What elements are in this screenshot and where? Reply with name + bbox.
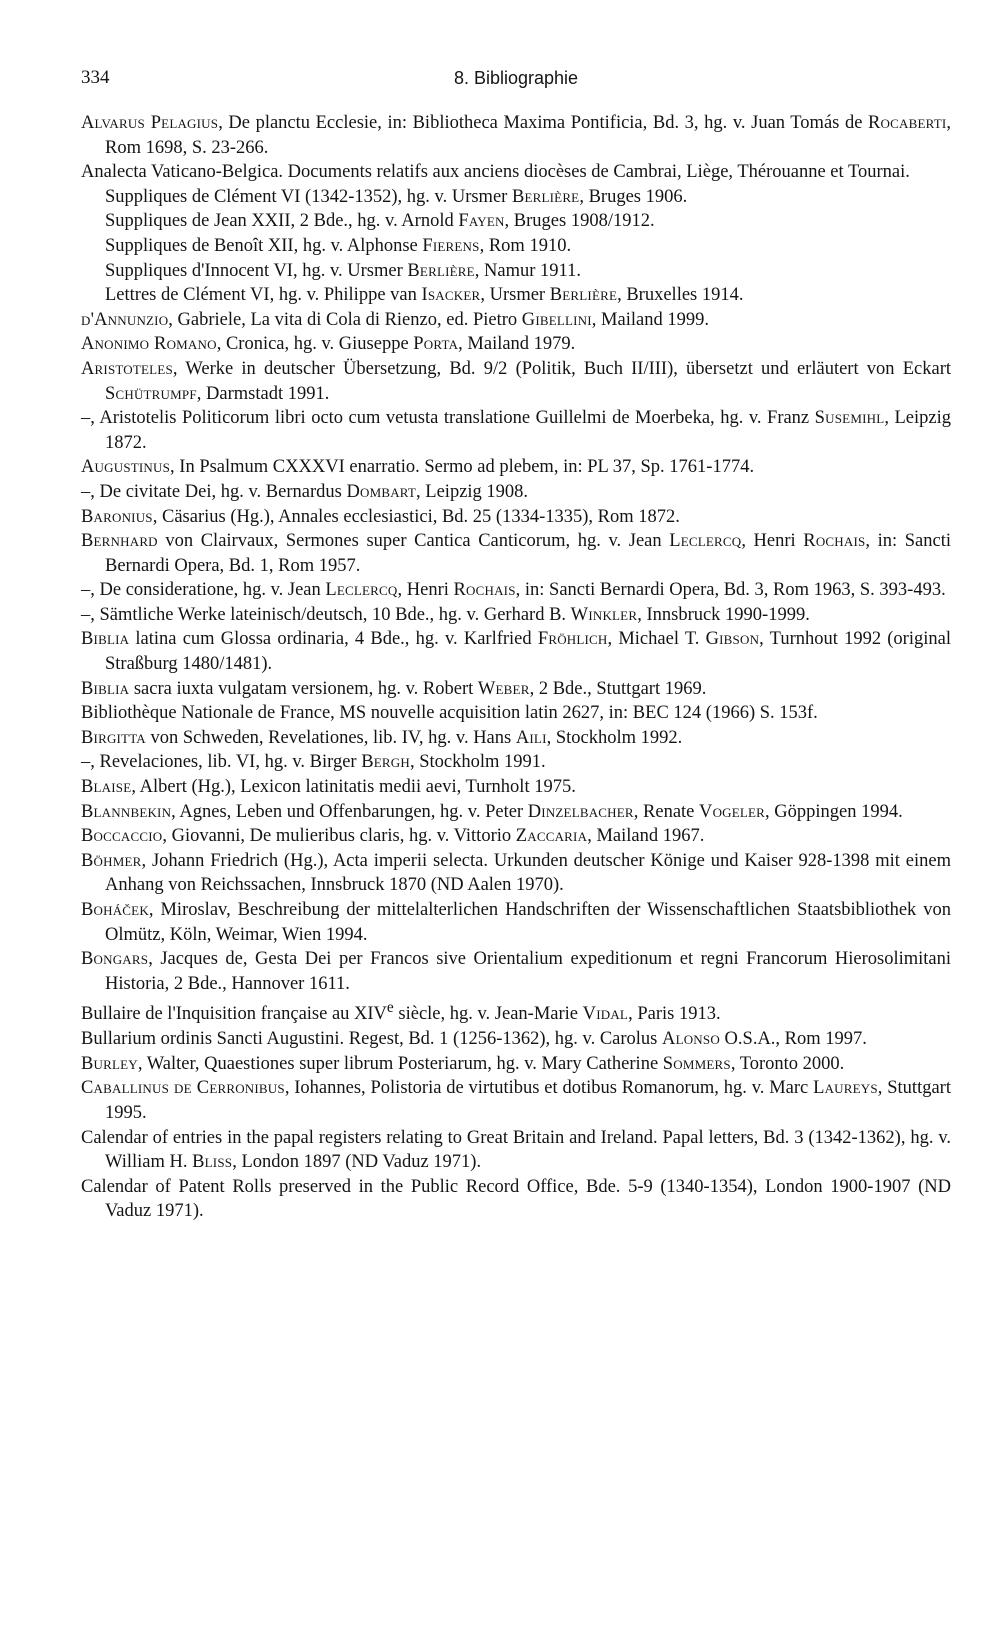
author-name: Bliss [192, 1152, 233, 1173]
author-name: Alvarus Pelagius [81, 113, 219, 133]
entry-text: , Bruges 1906. [579, 186, 688, 207]
entry-text: Suppliques de Jean XXII, 2 Bde., hg. v. Arnold [105, 211, 459, 232]
entry-text: O.S.A., Rom 1997. [719, 1029, 867, 1050]
entry-text: , Stockholm 1991. [409, 752, 546, 773]
bibliography-entry [81, 701, 951, 726]
entry-text: , Stuttgart 1995. [105, 1078, 951, 1123]
superscript: e [386, 999, 394, 1017]
bibliography-entry [81, 824, 951, 849]
entry-text: Bullaire de l'Inquisition française au XIV [81, 1004, 387, 1025]
entry-text: –, Revelaciones, lib. VI, hg. v. Birger [81, 752, 362, 773]
bibliography-entry [81, 406, 951, 455]
author-name: Zaccaria [515, 826, 588, 847]
author-name: Blannbekin [81, 801, 172, 822]
entry-text: Calendar of entries in the papal registers relating to Great Britain and Ireland. Papal letters, Bd. 3 (1342-1362), hg. v. William H. [81, 1127, 951, 1173]
author-name: Berlière [511, 186, 580, 207]
author-name: Anonimo Romano [81, 334, 217, 355]
author-name: Rocaberti [868, 113, 947, 133]
entry-text: , Bruges 1908/1912. [504, 211, 655, 232]
entry-text: , Henri [397, 580, 454, 601]
entry-text: , in: Sancti Bernardi Opera, Bd. 3, Rom 1963, S. 393-493. [515, 580, 946, 601]
author-name: Isacker [421, 285, 481, 306]
author-name: Rochais [803, 531, 866, 552]
bibliography-subentry [105, 283, 951, 308]
bibliography-subentry [105, 259, 951, 284]
bibliography-entry [81, 726, 951, 751]
bibliography-subentry [105, 209, 951, 234]
entry-text: , Innsbruck 1990-1999. [637, 604, 810, 625]
entry-text: siècle, hg. v. Jean-Marie [393, 1004, 583, 1025]
author-name: Weber [477, 678, 530, 699]
entry-text: –, De consideratione, hg. v. Jean [81, 580, 326, 601]
author-name: Susemihl [814, 408, 885, 429]
entry-text: , Mailand 1967. [587, 826, 705, 847]
bibliography-entry [81, 1027, 951, 1052]
entry-text: , Leipzig 1872. [105, 408, 951, 453]
author-name: Biblia [81, 629, 130, 650]
author-name: Sommers [662, 1053, 731, 1074]
entry-text: , Turnhout 1992 (original Straßburg 1480/1481). [105, 629, 951, 675]
author-name: Aristoteles [81, 358, 173, 379]
author-name: Fierens [422, 235, 480, 256]
bibliography-entry [81, 750, 951, 775]
entry-text: Suppliques de Clément VI (1342-1352), hg. v. Ursmer [105, 186, 512, 207]
bibliography-entry [81, 898, 951, 947]
entry-text: sacra iuxta vulgatam versionem, hg. v. Robert [129, 678, 478, 699]
bibliography-entry [81, 578, 951, 603]
author-name: Caballinus de Cerronibus [81, 1078, 285, 1099]
author-name: Alonso [662, 1029, 720, 1050]
author-name: Biblia [81, 678, 130, 699]
author-name: Blaise [81, 777, 132, 798]
bibliography-entry [81, 996, 951, 1027]
entry-text: , Jacques de, Gesta Dei per Francos sive Orientalium expeditionum et regni Francorum Hierosolimitani Historia, 2 Bde., Hannover 1611. [105, 949, 951, 994]
author-name: Boháček [81, 900, 149, 920]
bibliography-entry [81, 480, 951, 505]
entry-text: latina cum Glossa ordinaria, 4 Bde., hg. v. Karlfried [129, 629, 538, 650]
entry-text: , Walter, Quaestiones super librum Posteriarum, hg. v. Mary Catherine [137, 1053, 663, 1074]
entry-text: –, Aristotelis Politicorum libri octo cum vetusta translatione Guillelmi de Moerbeka, hg. v. Franz [81, 408, 815, 429]
author-name: Porta [413, 334, 459, 355]
bibliography-entry [81, 111, 951, 160]
entry-text: , Rom 1910. [479, 235, 572, 256]
entry-text: , Stockholm 1992. [546, 727, 683, 748]
entry-text: , Gabriele, La vita di Cola di Rienzo, ed. Pietro [168, 309, 522, 330]
entry-text: , Werke in deutscher Übersetzung, Bd. 9/2 (Politik, Buch II/III), übersetzt und erläutert von Eckart [172, 358, 951, 379]
author-name: Bongars [81, 949, 149, 970]
entry-text: , London 1897 (ND Vaduz 1971). [232, 1152, 482, 1173]
author-name: Leclercq [669, 531, 742, 552]
author-name: Baronius [81, 506, 153, 527]
entry-text: Lettres de Clément VI, hg. v. Philippe van [105, 285, 422, 306]
author-name: Aili [515, 727, 547, 748]
bibliography-entry [81, 505, 951, 530]
entry-text: , Henri [741, 531, 804, 552]
bibliography-entry [81, 603, 951, 628]
entry-text: , Darmstadt 1991. [196, 383, 330, 404]
entry-text: , Leipzig 1908. [416, 481, 529, 502]
entry-text: , Johann Friedrich (Hg.), Acta imperii selecta. Urkunden deutscher Könige und Kaiser 928-1398 mit einem Anhang von Reichssachen, Innsbruck 1870 (ND Aalen 1970). [105, 850, 951, 896]
bibliography-entry [81, 455, 951, 480]
bibliography-entry [81, 332, 951, 357]
author-name: Bernhard [81, 531, 158, 552]
bibliography-entry [81, 627, 951, 676]
entry-text: , Agnes, Leben und Offenbarungen, hg. v. Peter [171, 801, 528, 822]
entry-text: , Paris 1913. [628, 1004, 721, 1025]
entry-text: , Göppingen 1994. [765, 801, 903, 822]
entry-text: , Cäsarius (Hg.), Annales ecclesiastici, Bd. 25 (1334-1335), Rom 1872. [152, 506, 680, 527]
author-name: Augustinus [81, 457, 171, 478]
entry-text: , Toronto 2000. [730, 1053, 845, 1074]
author-name: Dinzelbacher [527, 801, 634, 822]
author-name: Birgitta [81, 727, 146, 748]
entry-text: , In Psalmum CXXXVI enarratio. Sermo ad plebem, in: PL 37, Sp. 1761-1774. [170, 457, 755, 478]
entry-text: , Miroslav, Beschreibung der mittelalterlichen Handschriften der Wissenschaftlichen Staatsbibliothek von Olmütz, Köln, Weimar, Wien 1994. [105, 900, 951, 945]
author-name: Böhmer [81, 850, 142, 871]
bibliography-entry [81, 677, 951, 702]
entry-text: Analecta Vaticano-Belgica. Documents relatifs aux anciens diocèses de Cambrai, Liège, Thérouanne et Tournai. [81, 162, 910, 183]
entry-text: von Clairvaux, Sermones super Cantica Canticorum, hg. v. Jean [157, 531, 670, 552]
bibliography-entry [81, 947, 951, 996]
bibliography-list [81, 111, 951, 1224]
entry-text: , Michael T. [607, 629, 706, 650]
author-name: Berlière [407, 260, 475, 281]
entry-text: , Bruxelles 1914. [617, 285, 744, 306]
entry-text: , Mailand 1999. [591, 309, 709, 330]
bibliography-subentry [105, 185, 951, 210]
entry-text: , Iohannes, Polistoria de virtutibus et dotibus Romanorum, hg. v. Marc [284, 1078, 814, 1099]
entry-text: –, De civitate Dei, hg. v. Bernardus [81, 481, 347, 502]
entry-text: , in: Sancti Bernardi Opera, Bd. 1, Rom 1957. [105, 531, 952, 576]
entry-text: –, Sämtliche Werke lateinisch/deutsch, 10 Bde., hg. v. Gerhard B. [81, 604, 571, 625]
running-title: 8. Bibliographie [453, 68, 579, 88]
author-name: Bergh [361, 752, 410, 773]
author-name: d'Annunzio [81, 309, 169, 330]
entry-text: Suppliques de Benoît XII, hg. v. Alphonse [105, 235, 423, 256]
bibliography-entry [81, 1175, 951, 1224]
author-name: Fröhlich [537, 629, 608, 650]
author-name: Winkler [570, 604, 638, 625]
entry-text: , De planctu Ecclesie, in: Bibliotheca Maxima Pontificia, Bd. 3, hg. v. Juan Tomás de [218, 113, 869, 133]
entry-text: von Schweden, Revelationes, lib. IV, hg. v. Hans [145, 727, 516, 748]
entry-text: , Mailand 1979. [458, 334, 576, 355]
entry-text: , Rom 1698, S. 23-266. [105, 113, 951, 158]
author-name: Leclercq [325, 580, 398, 601]
author-name: Gibellini [521, 309, 592, 330]
entry-text: , Namur 1911. [474, 260, 581, 281]
author-name: Fayen [458, 211, 505, 232]
entry-text: Suppliques d'Innocent VI, hg. v. Ursmer [105, 260, 408, 281]
entry-text: , Cronica, hg. v. Giuseppe [216, 334, 414, 355]
bibliography-entry [81, 775, 951, 800]
author-name: Rochais [453, 580, 516, 601]
author-name: Vidal [582, 1004, 629, 1025]
page-header [81, 64, 951, 92]
entry-text: , Renate [633, 801, 700, 822]
entry-text: , Albert (Hg.), Lexicon latinitatis medii aevi, Turnholt 1975. [131, 777, 576, 798]
page-number: 334 [81, 67, 110, 88]
entry-text: , Ursmer [480, 285, 550, 306]
bibliography-entry [81, 849, 951, 898]
bibliography-subentry [105, 234, 951, 259]
bibliography-entry [81, 800, 951, 825]
entry-text: , Giovanni, De mulieribus claris, hg. v. Vittorio [162, 826, 516, 847]
author-name: Dombart [346, 481, 417, 502]
bibliography-entry [81, 308, 951, 333]
author-name: Gibson [705, 629, 760, 650]
bibliography-entry [81, 1126, 951, 1175]
bibliography-entry [81, 529, 951, 578]
author-name: Boccaccio [81, 826, 163, 847]
entry-text: Bibliothèque Nationale de France, MS nouvelle acquisition latin 2627, in: BEC 124 (1966) S. 153f. [81, 703, 818, 724]
bibliography-entry [81, 1076, 951, 1125]
author-name: Laureys [813, 1078, 878, 1099]
bibliography-entry [81, 1052, 951, 1077]
author-name: Burley [81, 1053, 138, 1074]
bibliography-entry [81, 357, 951, 406]
entry-text: , 2 Bde., Stuttgart 1969. [529, 678, 707, 699]
entry-text: Calendar of Patent Rolls preserved in the Public Record Office, Bde. 5-9 (1340-1354), London 1900-1907 (ND Vaduz 1971). [81, 1176, 951, 1222]
author-name: Vogeler [699, 801, 766, 822]
entry-text: Bullarium ordinis Sancti Augustini. Regest, Bd. 1 (1256-1362), hg. v. Carolus [81, 1029, 663, 1050]
author-name: Berlière [549, 285, 618, 306]
author-name: Schütrumpf [105, 383, 197, 404]
bibliography-entry [81, 160, 951, 185]
